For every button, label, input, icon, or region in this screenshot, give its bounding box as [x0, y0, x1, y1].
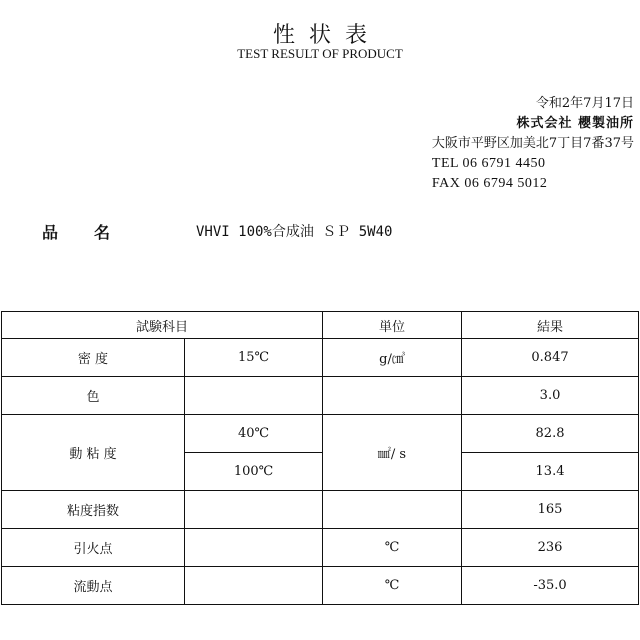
fax-number: FAX 06 6794 5012: [431, 176, 548, 191]
document-title-en: TEST RESULT OF PRODUCT: [237, 46, 403, 61]
color-result: 3.0: [462, 377, 639, 415]
company-name: 株式会社 櫻製油所: [516, 116, 634, 131]
flash-point-unit: ℃: [323, 529, 462, 567]
viscosity-index-condition: [185, 491, 323, 529]
viscosity-result-100: 13.4: [462, 453, 639, 491]
table-row-density: [2, 339, 639, 377]
color-item: 色: [2, 377, 185, 415]
density-item: 密 度: [2, 339, 185, 377]
viscosity-condition-100: 100℃: [185, 453, 323, 491]
pour-point-result: -35.0: [462, 567, 639, 605]
table-row-pour-point: [2, 567, 639, 605]
table-row-viscosity-40: [2, 415, 639, 453]
header-unit: 単位: [323, 312, 462, 339]
viscosity-index-result: 165: [462, 491, 639, 529]
company-address: 大阪市平野区加美北7丁目7番37号: [431, 136, 634, 151]
header-result: 結果: [462, 312, 639, 339]
flash-point-condition: [185, 529, 323, 567]
density-unit: g/㎤: [323, 339, 462, 377]
table-row-viscosity-index: [2, 491, 639, 529]
product-name: VHVI 100%合成油 ＳＰ 5W40: [196, 224, 393, 240]
issuer-block: [432, 94, 634, 194]
viscosity-index-unit: [323, 491, 462, 529]
table-row-color: [2, 377, 639, 415]
viscosity-result-40: 82.8: [462, 415, 639, 453]
header-test-item: 試験科目: [2, 312, 323, 339]
phone-number: TEL 06 6791 4450: [431, 156, 546, 171]
color-condition: [185, 377, 323, 415]
table-header-row: [2, 312, 639, 339]
issue-date: 令和2年7月17日: [535, 96, 634, 111]
pour-point-condition: [185, 567, 323, 605]
viscosity-unit: ㎟/ s: [323, 415, 462, 491]
pour-point-unit: ℃: [323, 567, 462, 605]
color-unit: [323, 377, 462, 415]
table-row-flash-point: [2, 529, 639, 567]
flash-point-item: 引火点: [2, 529, 185, 567]
viscosity-index-item: 粘度指数: [2, 491, 185, 529]
pour-point-item: 流動点: [2, 567, 185, 605]
flash-point-result: 236: [462, 529, 639, 567]
density-result: 0.847: [462, 339, 639, 377]
product-label: 品名: [42, 223, 147, 242]
test-results-table: [1, 311, 639, 605]
document-title-jp: 性状表: [272, 23, 381, 48]
viscosity-item: 動 粘 度: [2, 415, 185, 491]
density-condition: 15℃: [185, 339, 323, 377]
viscosity-condition-40: 40℃: [185, 415, 323, 453]
